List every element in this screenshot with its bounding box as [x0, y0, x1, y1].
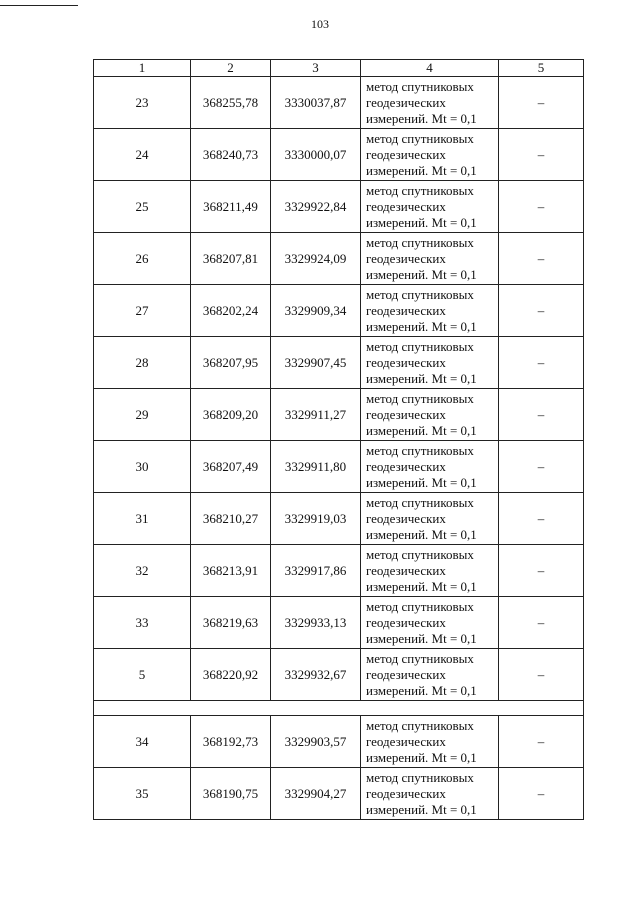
method-text-line: измерений. Mt = 0,1	[366, 801, 477, 817]
x-coordinate-cell: 368211,49	[191, 181, 271, 233]
header-cell-3: 3	[271, 60, 361, 77]
note-cell: –	[499, 77, 584, 129]
x-coordinate-cell: 368255,78	[191, 77, 271, 129]
y-coordinate-cell: 3329922,84	[271, 181, 361, 233]
table-gap-cell	[94, 701, 584, 716]
header-cell-5: 5	[499, 60, 584, 77]
method-text-line: геодезических	[366, 250, 446, 266]
method-text-line: метод спутниковых	[366, 390, 474, 406]
table-body	[94, 60, 584, 820]
x-coordinate-cell: 368190,75	[191, 768, 271, 820]
method-text-line: измерений. Mt = 0,1	[366, 370, 477, 386]
table-row	[94, 233, 584, 285]
method-text-line: измерений. Mt = 0,1	[366, 266, 477, 282]
y-coordinate-cell: 3330037,87	[271, 77, 361, 129]
x-coordinate-cell: 368210,27	[191, 493, 271, 545]
x-coordinate-cell: 368219,63	[191, 597, 271, 649]
method-text-line: измерений. Mt = 0,1	[366, 526, 477, 542]
x-coordinate-cell: 368207,49	[191, 441, 271, 493]
point-number-cell: 30	[94, 441, 191, 493]
note-cell: –	[499, 649, 584, 701]
y-coordinate-cell: 3329911,80	[271, 441, 361, 493]
method-text-line: измерений. Mt = 0,1	[366, 162, 477, 178]
corner-rule	[0, 5, 78, 6]
x-coordinate-cell: 368213,91	[191, 545, 271, 597]
note-cell: –	[499, 716, 584, 768]
y-coordinate-cell: 3329917,86	[271, 545, 361, 597]
method-text-line: геодезических	[366, 94, 446, 110]
table-row	[94, 649, 584, 701]
table-row	[94, 545, 584, 597]
point-number-cell: 29	[94, 389, 191, 441]
method-text-line: метод спутниковых	[366, 769, 474, 785]
method-text-line: измерений. Mt = 0,1	[366, 474, 477, 490]
method-text-line: геодезических	[366, 614, 446, 630]
method-text-line: метод спутниковых	[366, 338, 474, 354]
point-number-cell: 32	[94, 545, 191, 597]
note-cell: –	[499, 337, 584, 389]
method-cell	[361, 233, 499, 285]
method-text-line: геодезических	[366, 510, 446, 526]
method-text-line: измерений. Mt = 0,1	[366, 630, 477, 646]
x-coordinate-cell: 368209,20	[191, 389, 271, 441]
method-text-line: метод спутниковых	[366, 717, 474, 733]
y-coordinate-cell: 3329919,03	[271, 493, 361, 545]
point-number-cell: 27	[94, 285, 191, 337]
x-coordinate-cell: 368202,24	[191, 285, 271, 337]
method-text-line: измерений. Mt = 0,1	[366, 682, 477, 698]
note-cell: –	[499, 441, 584, 493]
header-cell-1: 1	[94, 60, 191, 77]
x-coordinate-cell: 368207,81	[191, 233, 271, 285]
table-row	[94, 285, 584, 337]
x-coordinate-cell: 368220,92	[191, 649, 271, 701]
table-row	[94, 716, 584, 768]
table-row	[94, 389, 584, 441]
note-cell: –	[499, 389, 584, 441]
page-number: 103	[311, 17, 329, 31]
method-text-line: метод спутниковых	[366, 78, 474, 94]
point-number-cell: 25	[94, 181, 191, 233]
table-gap-row	[94, 701, 584, 716]
table-row	[94, 768, 584, 820]
table-row	[94, 181, 584, 233]
y-coordinate-cell: 3329909,34	[271, 285, 361, 337]
point-number-cell: 35	[94, 768, 191, 820]
y-coordinate-cell: 3330000,07	[271, 129, 361, 181]
point-number-cell: 33	[94, 597, 191, 649]
x-coordinate-cell: 368192,73	[191, 716, 271, 768]
y-coordinate-cell: 3329932,67	[271, 649, 361, 701]
method-text-line: геодезических	[366, 458, 446, 474]
method-text-line: геодезических	[366, 198, 446, 214]
method-text-line: метод спутниковых	[366, 442, 474, 458]
method-text-line: измерений. Mt = 0,1	[366, 318, 477, 334]
point-number-cell: 31	[94, 493, 191, 545]
table-row	[94, 597, 584, 649]
method-text-line: метод спутниковых	[366, 546, 474, 562]
method-text-line: геодезических	[366, 733, 446, 749]
point-number-cell: 24	[94, 129, 191, 181]
method-text-line: метод спутниковых	[366, 650, 474, 666]
method-text-line: измерений. Mt = 0,1	[366, 110, 477, 126]
note-cell: –	[499, 129, 584, 181]
y-coordinate-cell: 3329911,27	[271, 389, 361, 441]
method-cell	[361, 389, 499, 441]
method-text-line: метод спутниковых	[366, 598, 474, 614]
method-text-line: геодезических	[366, 302, 446, 318]
method-text-line: геодезических	[366, 785, 446, 801]
table-row	[94, 77, 584, 129]
y-coordinate-cell: 3329933,13	[271, 597, 361, 649]
note-cell: –	[499, 233, 584, 285]
y-coordinate-cell: 3329907,45	[271, 337, 361, 389]
method-cell	[361, 597, 499, 649]
method-text-line: метод спутниковых	[366, 182, 474, 198]
y-coordinate-cell: 3329904,27	[271, 768, 361, 820]
table-row	[94, 441, 584, 493]
point-number-cell: 5	[94, 649, 191, 701]
method-text-line: геодезических	[366, 562, 446, 578]
method-cell	[361, 129, 499, 181]
method-cell	[361, 545, 499, 597]
method-cell	[361, 441, 499, 493]
x-coordinate-cell: 368240,73	[191, 129, 271, 181]
header-row	[94, 60, 584, 77]
method-text-line: геодезических	[366, 354, 446, 370]
table-row	[94, 129, 584, 181]
header-cell-4: 4	[361, 60, 499, 77]
method-text-line: измерений. Mt = 0,1	[366, 214, 477, 230]
y-coordinate-cell: 3329924,09	[271, 233, 361, 285]
method-cell	[361, 493, 499, 545]
note-cell: –	[499, 493, 584, 545]
coordinates-table	[93, 59, 584, 820]
point-number-cell: 26	[94, 233, 191, 285]
method-text-line: измерений. Mt = 0,1	[366, 749, 477, 765]
method-cell	[361, 77, 499, 129]
note-cell: –	[499, 545, 584, 597]
method-text-line: измерений. Mt = 0,1	[366, 422, 477, 438]
method-cell	[361, 768, 499, 820]
method-text-line: измерений. Mt = 0,1	[366, 578, 477, 594]
table-row	[94, 337, 584, 389]
method-text-line: метод спутниковых	[366, 286, 474, 302]
method-text-line: геодезических	[366, 146, 446, 162]
note-cell: –	[499, 597, 584, 649]
note-cell: –	[499, 181, 584, 233]
method-cell	[361, 337, 499, 389]
method-cell	[361, 649, 499, 701]
method-text-line: геодезических	[366, 666, 446, 682]
x-coordinate-cell: 368207,95	[191, 337, 271, 389]
point-number-cell: 23	[94, 77, 191, 129]
method-text-line: метод спутниковых	[366, 494, 474, 510]
point-number-cell: 34	[94, 716, 191, 768]
point-number-cell: 28	[94, 337, 191, 389]
method-text-line: метод спутниковых	[366, 130, 474, 146]
table-row	[94, 493, 584, 545]
method-cell	[361, 285, 499, 337]
method-cell	[361, 181, 499, 233]
method-text-line: метод спутниковых	[366, 234, 474, 250]
header-cell-2: 2	[191, 60, 271, 77]
method-text-line: геодезических	[366, 406, 446, 422]
note-cell: –	[499, 285, 584, 337]
note-cell: –	[499, 768, 584, 820]
method-cell	[361, 716, 499, 768]
y-coordinate-cell: 3329903,57	[271, 716, 361, 768]
